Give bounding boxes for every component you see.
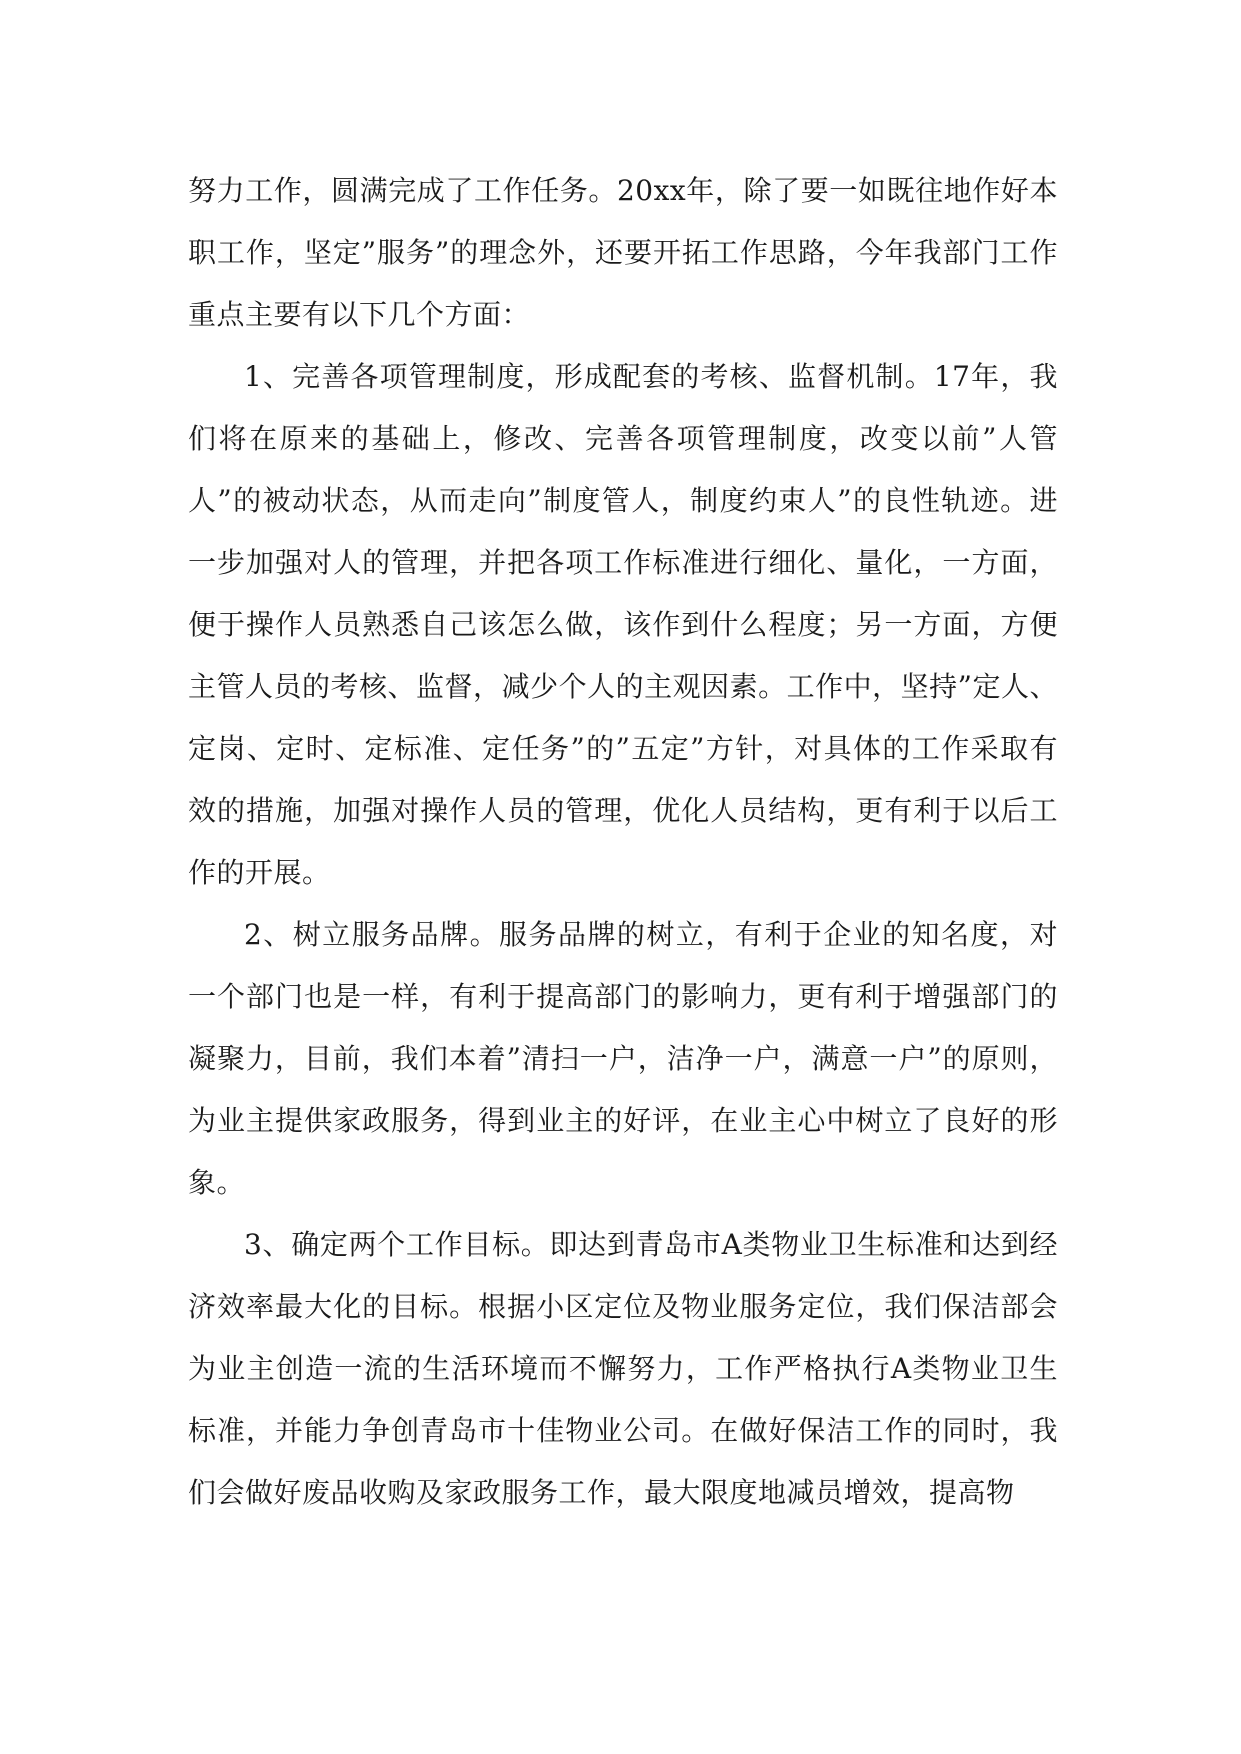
paragraph-intro: 努力工作，圆满完成了工作任务。20xx年，除了要一如既往地作好本职工作，坚定”服务”的理念外，还要开拓工作思路，今年我部门工作重点主要有以下几个方面： — [188, 174, 1058, 331]
document-body — [188, 160, 1058, 1524]
paragraph-point-1: 1、完善各项管理制度，形成配套的考核、监督机制。17年，我们将在原来的基础上，修改、完善各项管理制度，改变以前”人管人”的被动状态，从而走向”制度管人，制度约束人”的良性轨迹。进一步加强对人的管理，并把各项工作标准进行细化、量化，一方面，便于操作人员熟悉自己该怎么做，该作到什么程度；另一方面，方便主管人员的考核、监督，减少个人的主观因素。工作中，坚持”定人、定岗、定时、定标准、定任务”的”五定”方针，对具体的工作采取有效的措施，加强对操作人员的管理，优化人员结构，更有利于以后工作的开展。 — [188, 360, 1058, 889]
paragraph-point-3: 3、确定两个工作目标。即达到青岛市A类物业卫生标准和达到经济效率最大化的目标。根据小区定位及物业服务定位，我们保洁部会为业主创造一流的生活环境而不懈努力，工作严格执行A类物业卫生标准，并能力争创青岛市十佳物业公司。在做好保洁工作的同时，我们会做好废品收购及家政服务工作，最大限度地减员增效，提高物 — [188, 1228, 1058, 1509]
paragraph-point-2: 2、树立服务品牌。服务品牌的树立，有利于企业的知名度，对一个部门也是一样，有利于提高部门的影响力，更有利于增强部门的凝聚力，目前，我们本着”清扫一户，洁净一户，满意一户”的原则，为业主提供家政服务，得到业主的好评，在业主心中树立了良好的形象。 — [188, 918, 1058, 1199]
